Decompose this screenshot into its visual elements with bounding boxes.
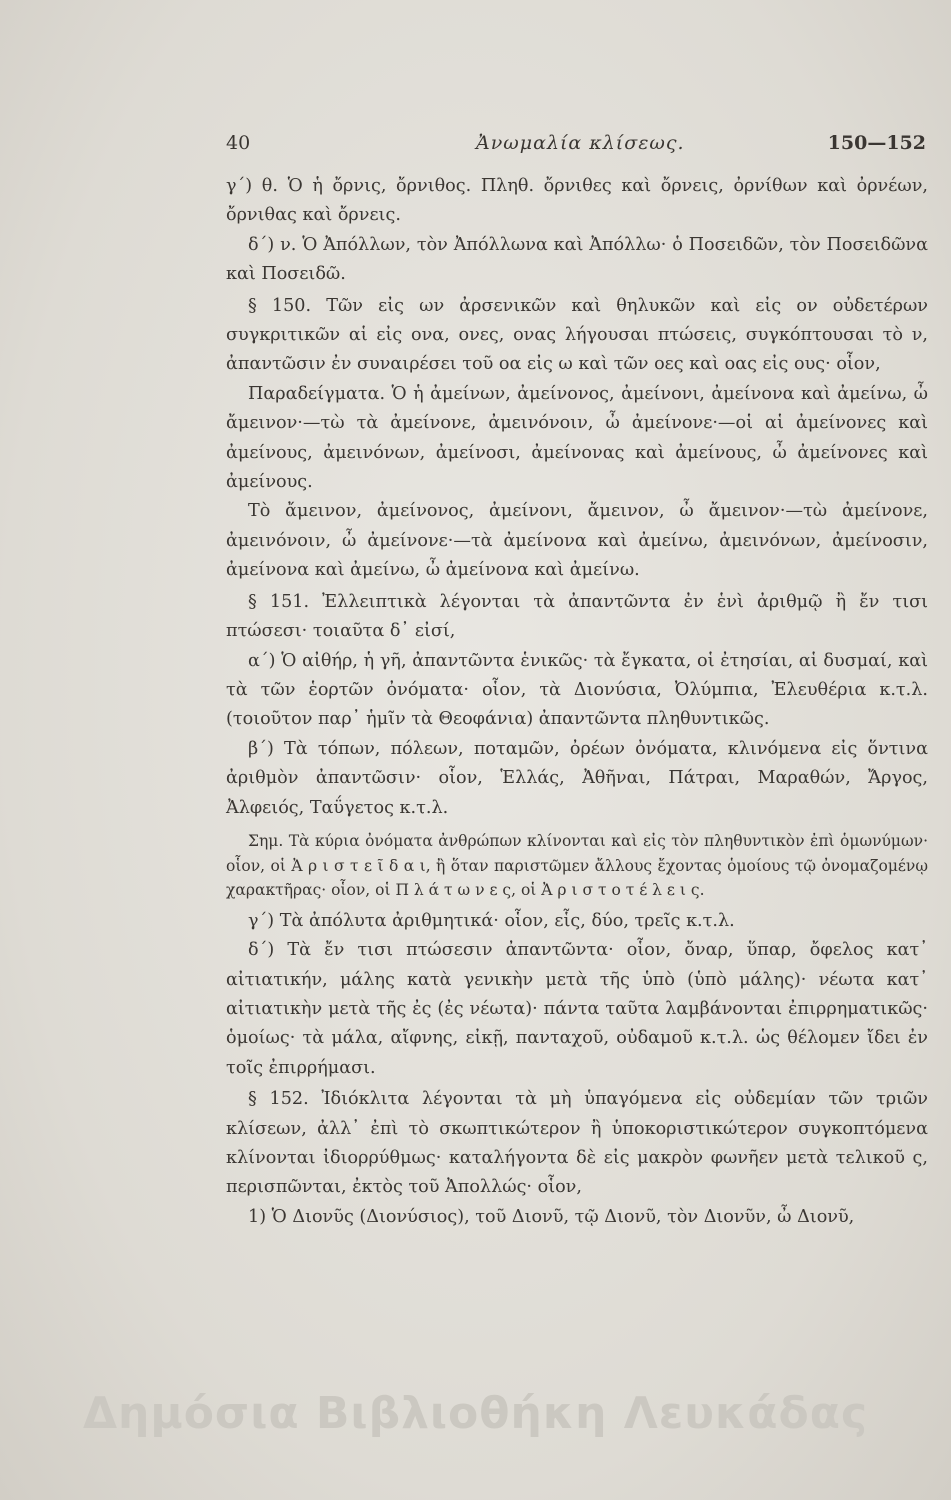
item-beta: β΄) Τὰ τόπων, πόλεων, ποταμῶν, ὀρέων ὀνόματα, κλινόμενα εἰς ὅντινα ἀριθμὸν ἀπαντῶσιν· οἷον, Ἑλλάς, Ἀθῆναι, Πάτραι, Μαραθών, Ἄργος, Ἀλφειός, Ταΰγετος κ.τ.λ. <box>226 738 928 818</box>
page-number: 40 <box>226 132 251 154</box>
section-range: 150—152 <box>827 132 926 154</box>
paradigm-ameinon-masc: Παραδείγματα. Ὁ ἡ ἀμείνων, ἀμείνονος, ἀμείνονι, ἀμείνονα καὶ ἀμείνω, ὦ ἄμεινον·—τὼ τὰ ἀμείνονε, ἀμεινόνοιν, ὦ ἀμείνονε·—οἱ αἱ ἀμείνονες καὶ ἀμείνους, ἀμεινόνων, ἀμείνοσι, ἀμείνονας καὶ ἀμείνους, ὦ ἀμείνονες καὶ ἀμείνους. <box>226 383 928 493</box>
paragraph-gamma-orneis: γ΄) θ. Ὁ ἡ ὄρνις, ὄρνιθος. Πληθ. ὄρνιθες καὶ ὄρνεις, ὀρνίθων καὶ ὀρνέων, ὄρνιθας καὶ ὄρνεις. <box>226 176 928 226</box>
body-text <box>226 172 928 1232</box>
paradigm-ameinon-neut: Τὸ ἄμεινον, ἀμείνονος, ἀμείνονι, ἄμεινον, ὦ ἄμεινον·—τὼ ἀμείνονε, ἀμεινόνοιν, ὦ ἀμείνονε·—τὰ ἀμείνονα καὶ ἀμείνω, ἀμεινόνων, ἀμείνοσιν, ἀμείνονα καὶ ἀμείνω, ὦ ἀμείνονα καὶ ἀμείνω. <box>226 501 928 581</box>
item-delta: δ΄) Τὰ ἔν τισι πτώσεσιν ἀπαντῶντα· οἷον, ὄναρ, ὕπαρ, ὄφελος κατ᾽ αἰτιατικήν, μάλης κατὰ γενικὴν μετὰ τῆς ὑπὸ (ὑπὸ μάλης)· νέωτα κατ᾽ αἰτιατικὴν μετὰ τῆς ἐς (ἐς νέωτα)· πάντα ταῦτα λαμβάνονται ἐπιρρηματικῶς· ὁμοίως· τὰ μάλα, αἴφνης, εἰκῇ, πανταχοῦ, οὐδαμοῦ κ.τ.λ. ὡς θέλομεν ἴδει ἐν τοῖς ἐπιρρήμασι. <box>226 940 928 1078</box>
running-title: Ἀνωμαλία κλίσεως. <box>476 132 685 154</box>
note-paragraph: Σημ. Τὰ κύρια ὀνόματα ἀνθρώπων κλίνονται καὶ εἰς τὸν πληθυντικὸν ἐπὶ ὁμωνύμων· οἷον, οἱ Ἀ ρ ι σ τ ε ῖ δ α ι, ἢ ὅταν παριστῶμεν ἄλλους ἔχοντας ὁμοίους τῷ ὀνομαζομένῳ χαρακτῆρας· οἷον, οἱ Π λ ά τ ω ν ε ς, οἱ Ἀ ρ ι σ τ ο τ έ λ ε ι ς. <box>226 831 928 900</box>
item-gamma: γ΄) Τὰ ἀπόλυτα ἀριθμητικά· οἷον, εἷς, δύο, τρεῖς κ.τ.λ. <box>248 910 735 931</box>
page-header <box>226 132 926 158</box>
example-dionys: 1) Ὁ Διονῦς (Διονύσιος), τοῦ Διονῦ, τῷ Διονῦ, τὸν Διονῦν, ὦ Διονῦ, <box>248 1206 855 1227</box>
section-151: § 151. Ἐλλειπτικὰ λέγονται τὰ ἀπαντῶντα ἐν ἑνὶ ἀριθμῷ ἢ ἔν τισι πτώσεσι· τοιαῦτα δ᾽ εἰσί, <box>226 591 928 642</box>
paragraph-delta-apollon: δ΄) ν. Ὁ Ἀπόλλων, τὸν Ἀπόλλωνα καὶ Ἀπόλλω· ὁ Ποσειδῶν, τὸν Ποσειδῶνα καὶ Ποσειδῶ. <box>226 234 928 285</box>
library-watermark: Δημόσια Βιβλιοθήκη Λευκάδας <box>82 1388 869 1439</box>
section-150: § 150. Τῶν εἰς ων ἀρσενικῶν καὶ θηλυκῶν καὶ εἰς ον οὐδετέρων συγκριτικῶν αἱ εἰς ονα, ονες, ονας λήγουσαι πτώσεις, συγκόπτουσαι τὸ ν, ἀπαντῶσιν ἐν συναιρέσει τοῦ οα εἰς ω καὶ τῶν οες καὶ οας εἰς ους· οἷον, <box>226 295 928 375</box>
section-152: § 152. Ἰδιόκλιτα λέγονται τὰ μὴ ὑπαγόμενα εἰς οὐδεμίαν τῶν τριῶν κλίσεων, ἀλλ᾽ ἐπὶ τὸ σκωπτικώτερον ἢ ὑποκοριστικώτερον συγκοπτόμενα κλίνονται ἰδιορρύθμως· καταλήγοντα δὲ εἰς μακρὸν φωνῆεν μετὰ τελικοῦ ς, περισπῶνται, ἐκτὸς τοῦ Ἀπολλώς· οἷον, <box>226 1089 928 1198</box>
item-alpha: α΄) Ὁ αἰθήρ, ἡ γῆ, ἀπαντῶντα ἑνικῶς· τὰ ἔγκατα, οἱ ἐτησίαι, αἱ δυσμαί, καὶ τὰ τῶν ἑορτῶν ὀνόματα· οἷον, τὰ Διονύσια, Ὀλύμπια, Ἐλευθέρια κ.τ.λ. (τοιοῦτον παρ᾽ ἡμῖν τὰ Θεοφάνια) ἀπαντῶντα πληθυντικῶς. <box>226 650 928 730</box>
